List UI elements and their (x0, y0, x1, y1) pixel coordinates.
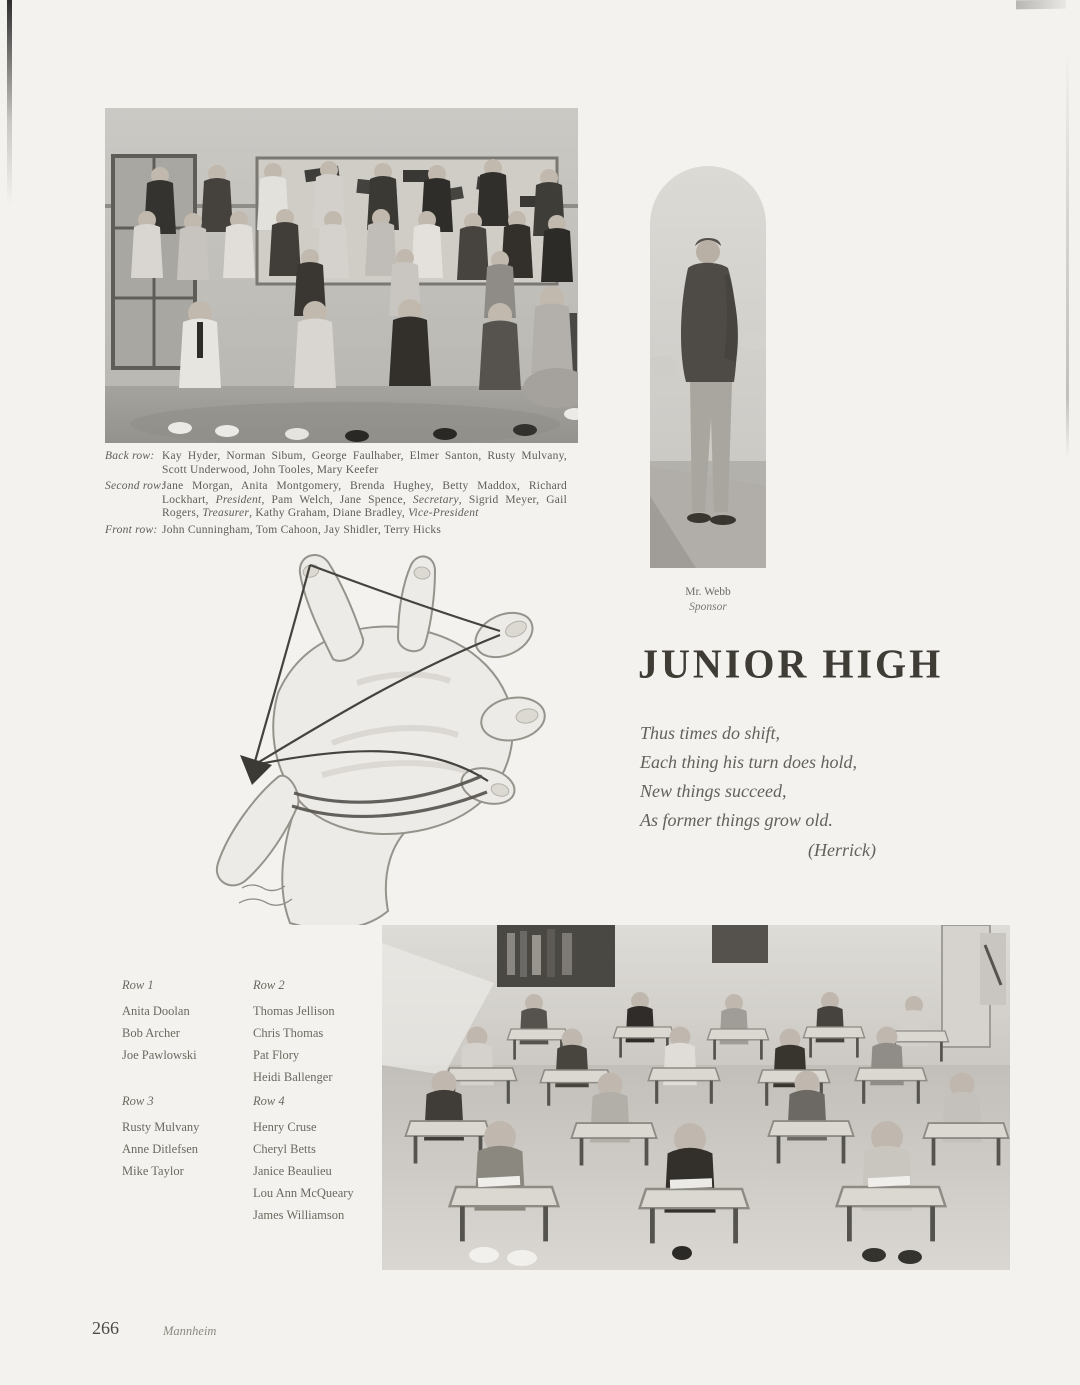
group-photo-illustration (105, 108, 578, 443)
caption-row-label: Back row: (105, 450, 155, 462)
class-group-photo (105, 108, 578, 443)
row-group-4 (253, 1094, 383, 1230)
sponsor-name: Mr. Webb (685, 586, 731, 598)
list-entry: Chris Thomas (253, 1026, 324, 1040)
caption-row-names: Kay Hyder, Norman Sibum, George Faulhaber, Elmer Santon, Rusty Mulvany, Scott Underwood, John Tooles, Mary Keefer (162, 450, 567, 476)
sponsor-photo (650, 166, 766, 568)
list-entry: Pat Flory (253, 1048, 300, 1062)
sponsor-role: Sponsor (689, 601, 727, 613)
caption-row-names: John Cunningham, Tom Cahoon, Jay Shidler, Terry Hicks (162, 523, 442, 536)
caption-second-row (105, 480, 567, 521)
poem-attribution: (Herrick) (808, 840, 876, 860)
hand-illustration (182, 543, 562, 925)
row-names (253, 1004, 383, 1084)
list-entry: James Williamson (253, 1208, 345, 1222)
caption-row-label: Front row: (105, 523, 158, 536)
list-entry: Joe Pawlowski (122, 1048, 197, 1062)
list-entry: Bob Archer (122, 1026, 180, 1040)
page-fold-artifact (1066, 48, 1069, 458)
row-heading: Row 2 (253, 978, 285, 992)
scan-edge-artifact (7, 0, 12, 205)
row-heading: Row 3 (122, 1094, 154, 1108)
page-number: 266 (92, 1318, 119, 1338)
row-names (122, 1120, 252, 1178)
list-entry: Cheryl Betts (253, 1142, 316, 1156)
list-entry: Anne Ditlefsen (122, 1142, 199, 1156)
scan-smudge-artifact (1016, 0, 1066, 9)
list-entry: Heidi Ballenger (253, 1070, 333, 1084)
list-entry: Each thing his turn does hold, (640, 752, 857, 772)
book-title: Mannheim (163, 1324, 217, 1338)
list-entry: Henry Cruse (253, 1120, 317, 1134)
section-title: JUNIOR HIGH (638, 640, 944, 687)
list-entry: Rusty Mulvany (122, 1120, 200, 1134)
classroom-photo-illustration (382, 925, 1010, 1270)
poem (640, 724, 950, 861)
sponsor-photo-illustration (650, 166, 766, 568)
classroom-photo (382, 925, 1010, 1270)
list-entry: As former things grow old. (640, 810, 833, 830)
caption-front-row (105, 524, 567, 538)
list-entry: Janice Beaulieu (253, 1164, 332, 1178)
row-heading: Row 1 (122, 978, 154, 992)
list-entry: Anita Doolan (122, 1004, 190, 1018)
sponsor-caption (640, 585, 776, 615)
poem-lines (640, 724, 950, 830)
list-entry: Mike Taylor (122, 1164, 184, 1178)
string-figure-drawing (182, 543, 562, 925)
list-entry: Thomas Jellison (253, 1004, 335, 1018)
row-group-2 (253, 978, 383, 1092)
row-names (122, 1004, 252, 1062)
caption-row-label: Second row: (105, 480, 166, 492)
list-entry: Lou Ann McQueary (253, 1186, 354, 1200)
row-names (253, 1120, 383, 1222)
row-group-3 (122, 1094, 252, 1186)
list-entry: Thus times do shift, (640, 723, 781, 743)
list-entry: New things succeed, (640, 781, 787, 801)
caption-row-names: Jane Morgan, Anita Montgomery, Brenda Hughey, Betty Maddox, Richard Lockhart, President, Pam Welch, Jane Spence, Secretary, Sigrid Meyer, Gail Rogers, Treasurer, Kathy Graham, Diane Bradley, Vice-President (162, 480, 568, 519)
row-group-1 (122, 978, 252, 1070)
group-photo-caption (105, 450, 567, 540)
caption-back-row (105, 450, 567, 477)
row-heading: Row 4 (253, 1094, 285, 1108)
